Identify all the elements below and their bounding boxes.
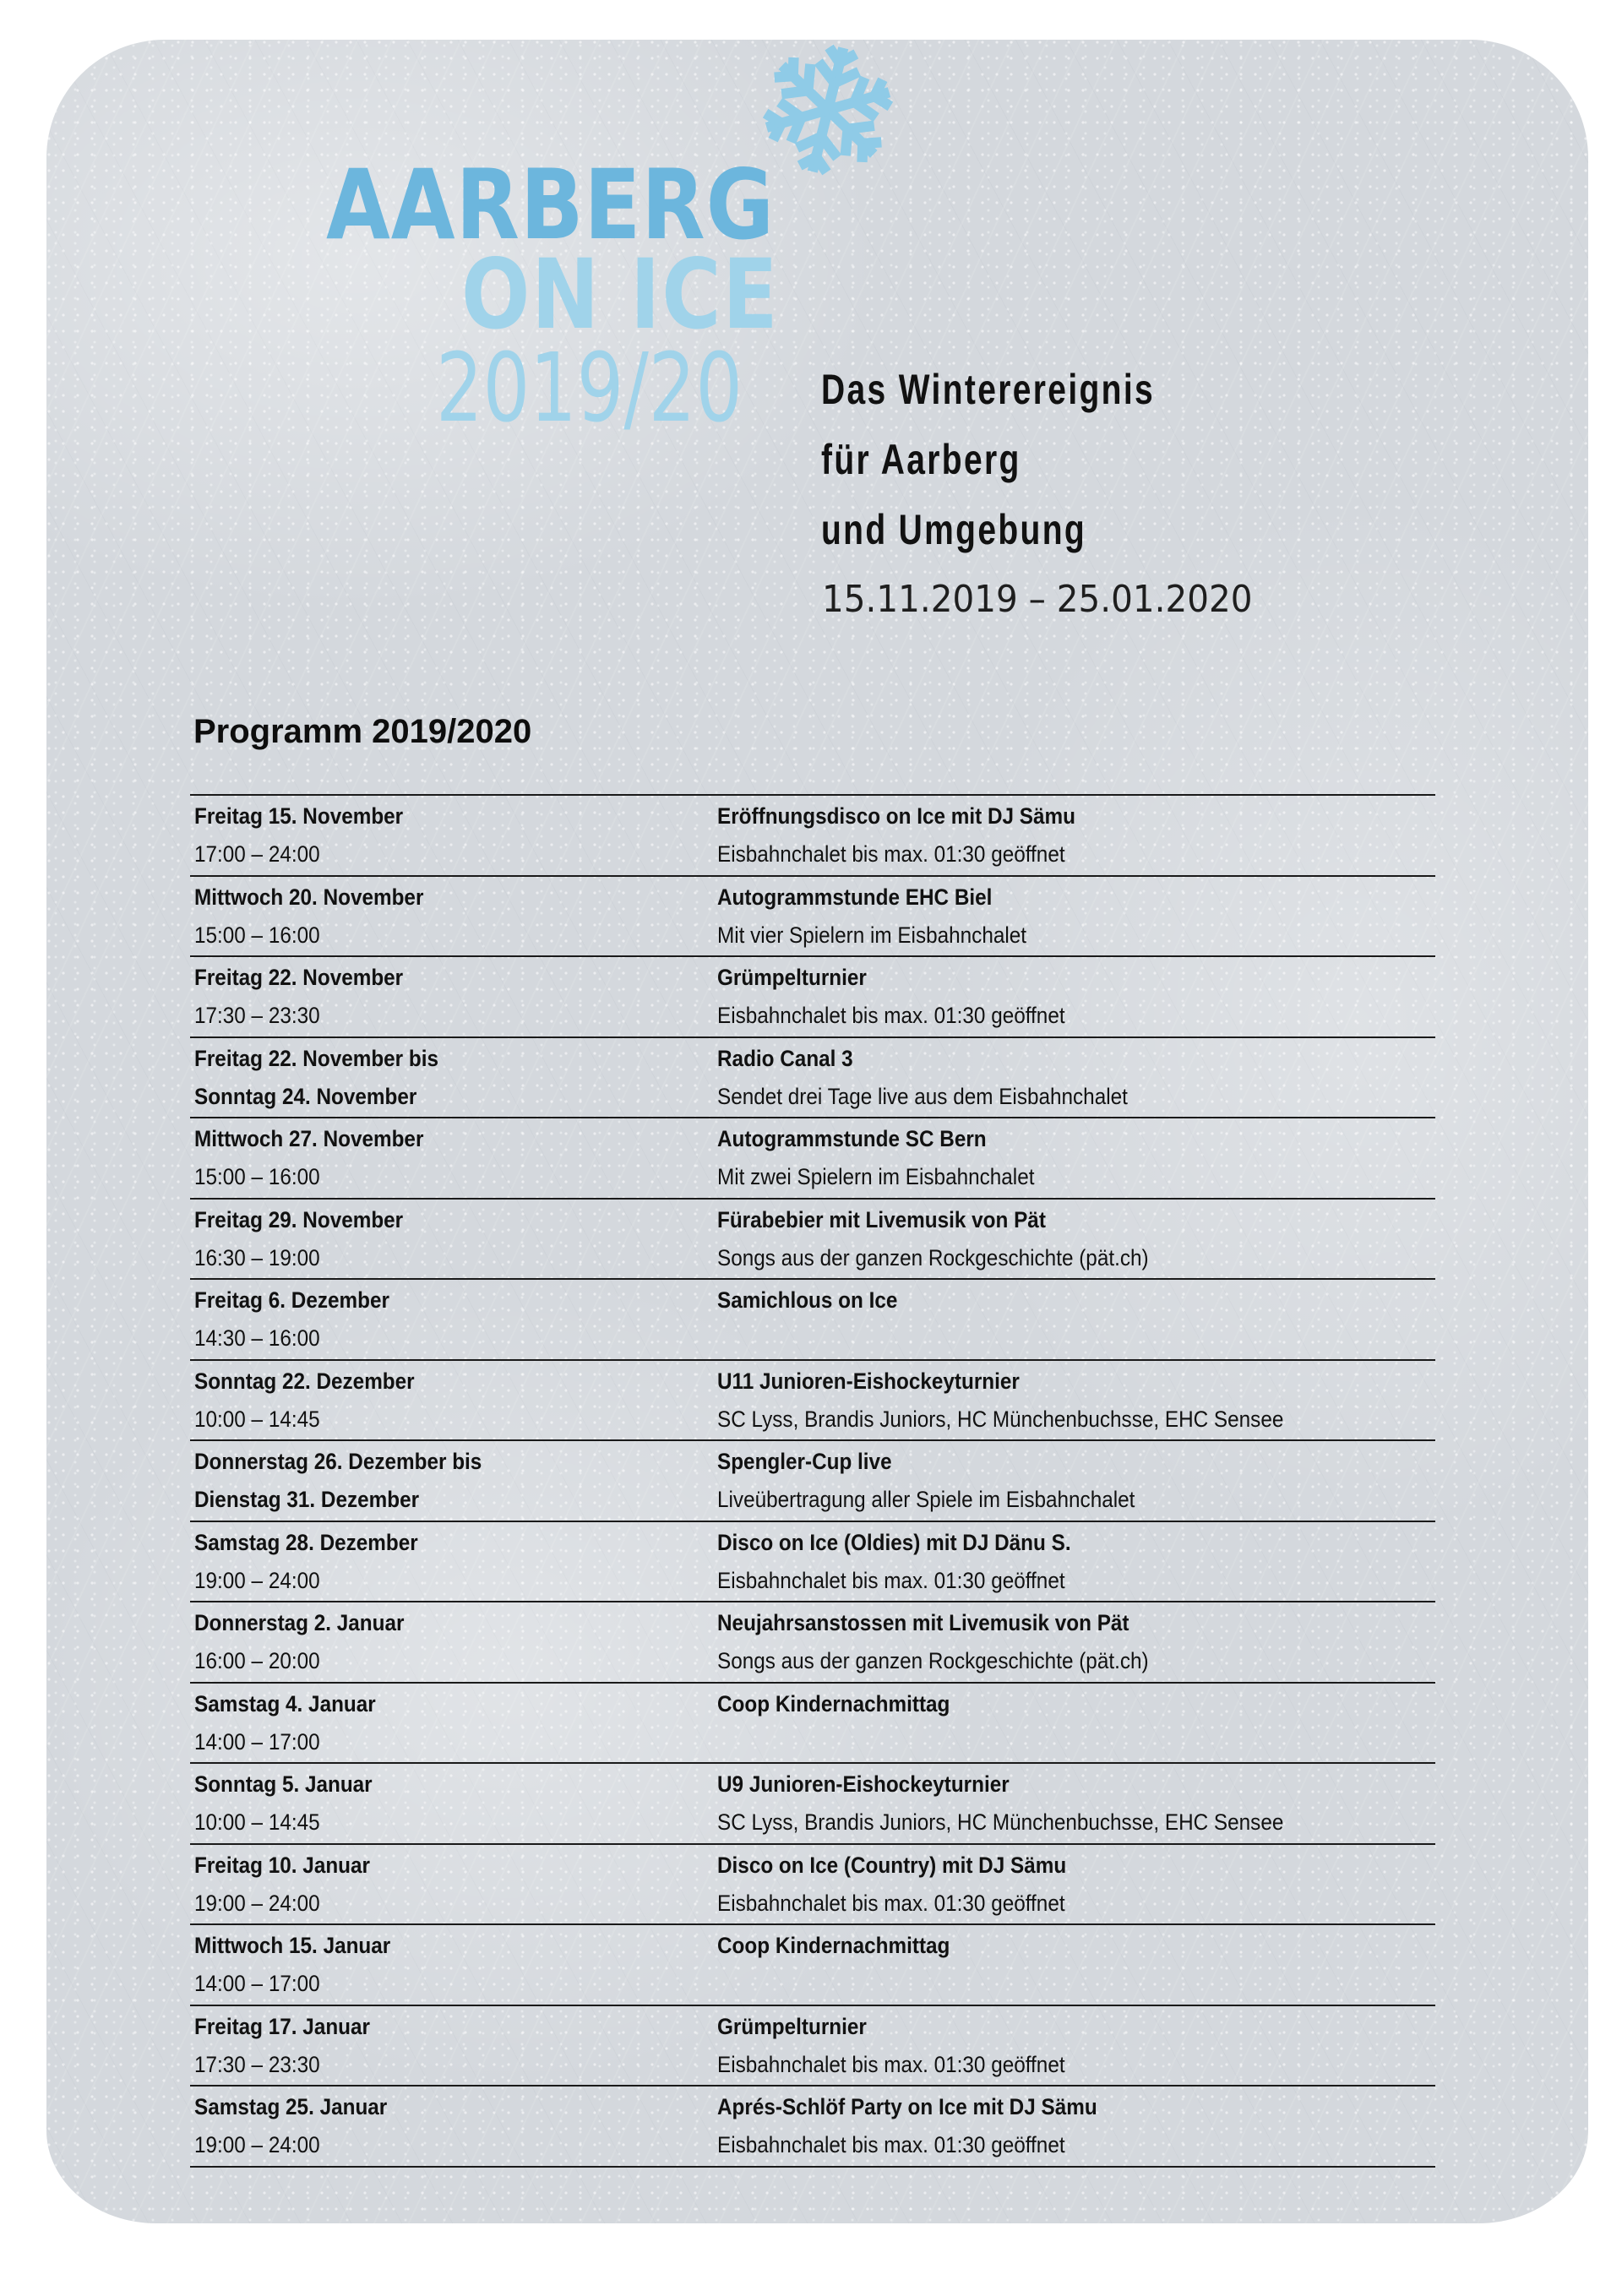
schedule-event-cell [717, 957, 1427, 1035]
event-detail: Eisbahnchalet bis max. 01:30 geöffnet [717, 2132, 1065, 2157]
schedule-row [190, 2087, 1435, 2168]
event-detail: Mit vier Spielern im Eisbahnchalet [717, 922, 1027, 948]
schedule-date-cell [194, 1038, 710, 1116]
event-detail: Eisbahnchalet bis max. 01:30 geöffnet [717, 841, 1065, 867]
event-date: Mittwoch 27. November [194, 1126, 424, 1151]
event-time: 10:00 – 14:45 [194, 1809, 320, 1835]
program-title: Programm 2019/2020 [193, 713, 532, 750]
event-detail: Mit zwei Spielern im Eisbahnchalet [717, 1164, 1035, 1189]
schedule-date-cell [194, 877, 710, 955]
event-time: Dienstag 31. Dezember [194, 1487, 420, 1512]
event-date: Samstag 25. Januar [194, 2094, 388, 2119]
event-detail: Sendet drei Tage live aus dem Eisbahnchalet [717, 1083, 1128, 1109]
event-time: 17:30 – 23:30 [194, 1003, 320, 1028]
schedule-event-cell [717, 1200, 1427, 1277]
schedule-event-cell [717, 1764, 1427, 1842]
event-time: 19:00 – 24:00 [194, 1567, 320, 1593]
schedule-row [190, 1845, 1435, 1926]
event-detail: SC Lyss, Brandis Juniors, HC Münchenbuchsse, EHC Sensee [717, 1406, 1284, 1432]
schedule-date-cell [194, 1280, 710, 1357]
schedule-event-cell [717, 877, 1427, 955]
event-title: Disco on Ice (Country) mit DJ Sämu [717, 1852, 1067, 1878]
tagline-line-3: und Umgebung [821, 506, 1087, 553]
event-time: Sonntag 24. November [194, 1083, 417, 1109]
schedule-row [190, 1361, 1435, 1442]
event-title: Disco on Ice (Oldies) mit DJ Dänu S. [717, 1529, 1071, 1555]
schedule-event-cell [717, 1280, 1427, 1319]
schedule-row [190, 1038, 1435, 1119]
schedule-row [190, 1602, 1435, 1684]
schedule-event-cell [717, 1845, 1427, 1923]
schedule-date-cell [194, 2087, 710, 2164]
event-title: Radio Canal 3 [717, 1045, 853, 1071]
schedule-event-cell [717, 1118, 1427, 1196]
schedule-date-cell [194, 1684, 710, 1761]
event-date: Freitag 17. Januar [194, 2013, 370, 2039]
event-detail: Eisbahnchalet bis max. 01:30 geöffnet [717, 1890, 1065, 1916]
event-time: 16:00 – 20:00 [194, 1648, 320, 1673]
event-title: Grümpelturnier [717, 965, 867, 990]
event-time: 14:00 – 17:00 [194, 1971, 320, 1996]
event-date: Freitag 15. November [194, 803, 404, 829]
schedule-event-cell [717, 1925, 1427, 1965]
schedule-event-cell [717, 1441, 1427, 1519]
schedule-row [190, 796, 1435, 877]
event-time: 14:00 – 17:00 [194, 1728, 320, 1755]
event-title: Fürabebier mit Livemusik von Pät [717, 1206, 1046, 1232]
event-date: Donnerstag 2. Januar [194, 1610, 405, 1635]
event-detail: Eisbahnchalet bis max. 01:30 geöffnet [717, 2051, 1065, 2077]
event-title: Eröffnungsdisco on Ice mit DJ Sämu [717, 803, 1075, 829]
tagline-line-2: für Aarberg [821, 436, 1021, 483]
event-title: Grümpelturnier [717, 2013, 867, 2039]
event-time: 14:30 – 16:00 [194, 1325, 320, 1351]
schedule-row [190, 1925, 1435, 2006]
schedule-date-cell [194, 1925, 710, 2003]
event-title: Autogrammstunde SC Bern [717, 1126, 987, 1151]
schedule-row [190, 2006, 1435, 2087]
event-title: Coop Kindernachmittag [717, 1933, 950, 1958]
schedule-row [190, 877, 1435, 958]
event-title: Spengler-Cup live [717, 1449, 892, 1474]
event-date: Sonntag 22. Dezember [194, 1368, 415, 1394]
schedule-row [190, 1684, 1435, 1765]
event-date: Mittwoch 20. November [194, 884, 424, 910]
schedule-row [190, 1280, 1435, 1361]
schedule-row [190, 957, 1435, 1038]
event-title: Neujahrsanstossen mit Livemusik von Pät [717, 1610, 1129, 1635]
event-time: 19:00 – 24:00 [194, 1890, 320, 1916]
event-detail: Songs aus der ganzen Rockgeschichte (pät.ch) [717, 1244, 1149, 1270]
schedule-date-cell [194, 1522, 710, 1600]
event-date: Freitag 29. November [194, 1206, 404, 1232]
schedule-event-cell [717, 1684, 1427, 1723]
event-time: 15:00 – 16:00 [194, 1164, 320, 1189]
event-date: Samstag 28. Dezember [194, 1529, 418, 1555]
schedule-date-cell [194, 1441, 710, 1519]
event-date: Freitag 6. Dezember [194, 1287, 389, 1313]
event-date: Samstag 4. Januar [194, 1690, 376, 1717]
event-date: Mittwoch 15. Januar [194, 1933, 391, 1958]
schedule-date-cell [194, 1200, 710, 1277]
schedule-date-cell [194, 796, 710, 873]
event-date: Sonntag 5. Januar [194, 1771, 373, 1797]
event-detail: Eisbahnchalet bis max. 01:30 geöffnet [717, 1003, 1065, 1028]
schedule-event-cell [717, 1602, 1427, 1680]
event-detail: Liveübertragung aller Spiele im Eisbahnchalet [717, 1487, 1135, 1512]
event-title: Aprés-Schlöf Party on Ice mit DJ Sämu [717, 2094, 1097, 2119]
schedule-row [190, 1118, 1435, 1200]
event-title: U11 Junioren-Eishockeyturnier [717, 1368, 1020, 1394]
schedule-date-cell [194, 1764, 710, 1842]
event-title: Autogrammstunde EHC Biel [717, 884, 993, 910]
event-time: 19:00 – 24:00 [194, 2132, 320, 2157]
event-time: 17:00 – 24:00 [194, 841, 320, 867]
schedule-date-cell [194, 1118, 710, 1196]
tagline-line-1: Das Winterereignis [821, 366, 1156, 413]
logo-season: 2019/20 [436, 334, 743, 443]
schedule-table [190, 794, 1435, 2168]
schedule-event-cell [717, 2087, 1427, 2164]
schedule-date-cell [194, 2006, 710, 2084]
logo-aarberg: AARBERG [326, 149, 775, 261]
schedule-event-cell [717, 1361, 1427, 1439]
schedule-date-cell [194, 1361, 710, 1439]
event-time: 15:00 – 16:00 [194, 922, 320, 948]
event-date: Freitag 22. November [194, 965, 404, 990]
schedule-event-cell [717, 2006, 1427, 2084]
schedule-event-cell [717, 1522, 1427, 1600]
event-title: Samichlous on Ice [717, 1287, 898, 1313]
event-date: Donnerstag 26. Dezember bis [194, 1449, 482, 1474]
event-time: 10:00 – 14:45 [194, 1406, 320, 1432]
event-detail: Songs aus der ganzen Rockgeschichte (pät.ch) [717, 1648, 1149, 1673]
event-time: 16:30 – 19:00 [194, 1244, 320, 1270]
event-date: Freitag 22. November bis [194, 1045, 439, 1071]
schedule-date-cell [194, 957, 710, 1035]
logo-on-ice: ON ICE [461, 238, 780, 351]
event-title: Coop Kindernachmittag [717, 1690, 950, 1717]
schedule-row [190, 1522, 1435, 1603]
schedule-date-cell [194, 1602, 710, 1680]
event-time: 17:30 – 23:30 [194, 2051, 320, 2077]
event-title: U9 Junioren-Eishockeyturnier [717, 1771, 1010, 1797]
schedule-row [190, 1764, 1435, 1845]
schedule-date-cell [194, 1845, 710, 1923]
event-date-range: 15.11.2019 – 25.01.2020 [822, 578, 1253, 621]
snowflake-icon [759, 41, 897, 179]
schedule-row [190, 1441, 1435, 1522]
schedule-event-cell [717, 1038, 1427, 1116]
event-date: Freitag 10. Januar [194, 1852, 370, 1878]
event-detail: Eisbahnchalet bis max. 01:30 geöffnet [717, 1567, 1065, 1593]
schedule-row [190, 1200, 1435, 1281]
event-detail: SC Lyss, Brandis Juniors, HC Münchenbuchsse, EHC Sensee [717, 1809, 1284, 1835]
schedule-event-cell [717, 796, 1427, 873]
